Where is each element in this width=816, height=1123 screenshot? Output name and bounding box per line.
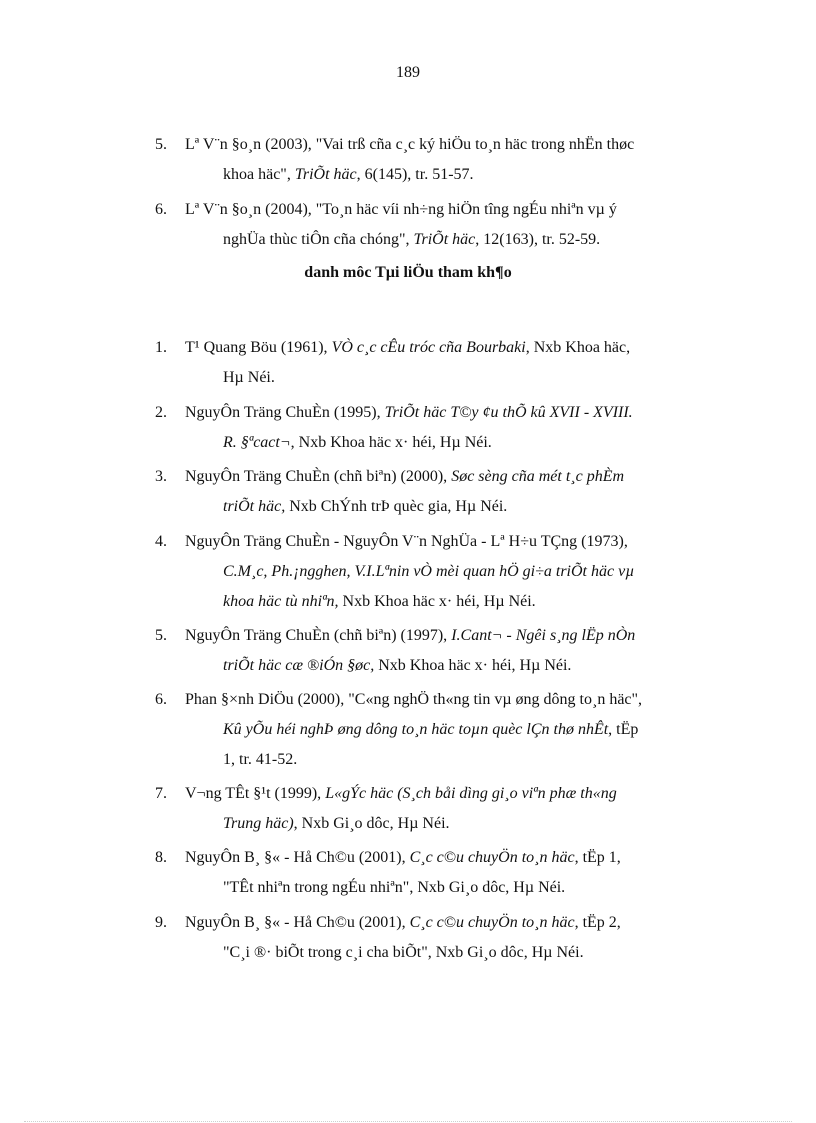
book-title: C¸c c©u chuyÖn to¸n häc — [409, 849, 575, 866]
page-number: 189 — [396, 64, 420, 81]
book-title: VÒ c¸c cÊu tróc cña Bourbaki — [331, 339, 526, 356]
item-line — [155, 492, 739, 522]
item-line: "TÊt nhiªn trong ngÉu nhiªn", Nxb Gi¸o dôc, Hµ Néi. — [223, 879, 566, 896]
item-line — [155, 715, 739, 745]
item-line — [155, 428, 739, 458]
text: Nxb Khoa häc x· héi, Hµ Néi. — [374, 657, 572, 674]
text: NguyÔn Träng ChuÈn (1995), — [185, 404, 385, 421]
reference-item — [155, 398, 739, 458]
item-number: 5. — [155, 136, 167, 153]
text: , 6(145), tr. 51-57. — [356, 166, 474, 183]
reference-item — [155, 333, 739, 393]
book-title: triÕt häc, — [223, 498, 286, 515]
reference-item — [155, 621, 739, 681]
list-item — [155, 195, 739, 255]
journal-title: TriÕt häc — [413, 231, 476, 248]
item-line — [155, 462, 739, 492]
item-line: Lª V¨n §o¸n (2003), "Vai trß cña c¸c ký hiÖu to¸n häc trong nhËn thøc — [185, 136, 635, 153]
book-title: I.Cant¬ - Ngêi s¸ng lËp nÒn — [451, 627, 636, 644]
book-title: L«gÝc häc (S¸ch båi dìng gi¸o viªn phæ th«ng — [325, 785, 617, 802]
text: nghÜa thùc tiÔn cña chóng", — [223, 231, 414, 248]
item-line: "C¸i ®· biÕt trong c¸i cha biÕt", Nxb Gi¸o dôc, Hµ Néi. — [223, 944, 584, 961]
text: khoa häc", — [223, 166, 295, 183]
reference-item — [155, 843, 739, 903]
item-number: 2. — [155, 404, 167, 421]
item-line — [155, 333, 739, 363]
text: T¹ Quang Böu (1961), — [185, 339, 332, 356]
item-line — [155, 809, 739, 839]
reference-item — [155, 908, 739, 968]
item-line — [155, 843, 739, 873]
item-number: 1. — [155, 339, 167, 356]
text: NguyÔn Träng ChuÈn (chñ biªn) (1997), — [185, 627, 452, 644]
list-item — [155, 130, 739, 190]
text: NguyÔn B¸ §« - Hå Ch©u (2001), — [185, 914, 410, 931]
item-number: 8. — [155, 849, 167, 866]
item-line: 1, tr. 41-52. — [223, 751, 298, 768]
item-line — [155, 651, 739, 681]
item-line — [155, 398, 739, 428]
book-title: Søc sèng cña mét t¸c phÈm — [451, 468, 625, 485]
book-title: khoa häc tù nhiªn, — [223, 593, 339, 610]
text: , Nxb Gi¸o dôc, Hµ Néi. — [293, 815, 450, 832]
text: , Nxb Khoa häc x· héi, Hµ Néi. — [290, 434, 492, 451]
text: NguyÔn Träng ChuÈn (chñ biªn) (2000), — [185, 468, 452, 485]
item-number: 6. — [155, 201, 167, 218]
text: NguyÔn B¸ §« - Hå Ch©u (2001), — [185, 849, 410, 866]
text: Nxb ChÝnh trÞ quèc gia, Hµ Néi. — [285, 498, 508, 515]
book-title: R. §ªcact¬ — [223, 434, 291, 451]
item-line — [155, 160, 739, 190]
item-line: C.M¸c, Ph.¡ngghen, V.I.Lªnin vÒ mèi quan hÖ gi÷a triÕt häc vµ — [223, 563, 635, 580]
book-title: triÕt häc cæ ®iÓn §øc, — [223, 657, 375, 674]
text: , tËp 1, — [574, 849, 621, 866]
text: V¬ng TÊt §¹t (1999), — [185, 785, 326, 802]
text: , 12(163), tr. 52-59. — [475, 231, 601, 248]
item-line: Lª V¨n §o¸n (2004), "To¸n häc víi nh÷ng hiÖn tîng ngÉu nhiªn vµ ý — [185, 201, 617, 218]
item-number: 9. — [155, 914, 167, 931]
item-line — [155, 908, 739, 938]
text: , tËp 2, — [574, 914, 621, 931]
item-line — [155, 621, 739, 651]
reference-item — [155, 462, 739, 522]
reference-item — [155, 527, 739, 617]
journal-title: TriÕt häc — [294, 166, 357, 183]
item-line: Hµ Néi. — [223, 369, 275, 386]
item-number: 4. — [155, 533, 167, 550]
item-number: 3. — [155, 468, 167, 485]
item-line — [155, 225, 739, 255]
book-title: TriÕt häc T©y ¢u thÕ kû XVII - XVIII. — [384, 404, 633, 421]
item-line: NguyÔn Träng ChuÈn - NguyÔn V¨n NghÜa - Lª H÷u TÇng (1973), — [185, 533, 628, 550]
reference-item — [155, 685, 739, 775]
text: , tËp — [608, 721, 639, 738]
reference-item — [155, 779, 739, 839]
item-line — [155, 779, 739, 809]
item-line — [155, 587, 739, 617]
book-title: C¸c c©u chuyÖn to¸n häc — [409, 914, 575, 931]
section-heading: danh môc Tµi liÖu tham kh¶o — [304, 264, 512, 281]
item-line: Phan §×nh DiÖu (2000), "C«ng nghÖ th«ng tin vµ øng dông to¸n häc", — [185, 691, 643, 708]
text: Nxb Khoa häc x· héi, Hµ Néi. — [338, 593, 536, 610]
book-title: Trung häc) — [223, 815, 294, 832]
item-number: 7. — [155, 785, 167, 802]
page-bottom-border — [24, 1121, 792, 1122]
text: , Nxb Khoa häc, — [525, 339, 631, 356]
proceedings-title: Kû yÕu héi nghÞ øng dông to¸n häc toµn quèc lÇn thø nhÊt — [223, 721, 609, 738]
item-number: 5. — [155, 627, 167, 644]
item-number: 6. — [155, 691, 167, 708]
